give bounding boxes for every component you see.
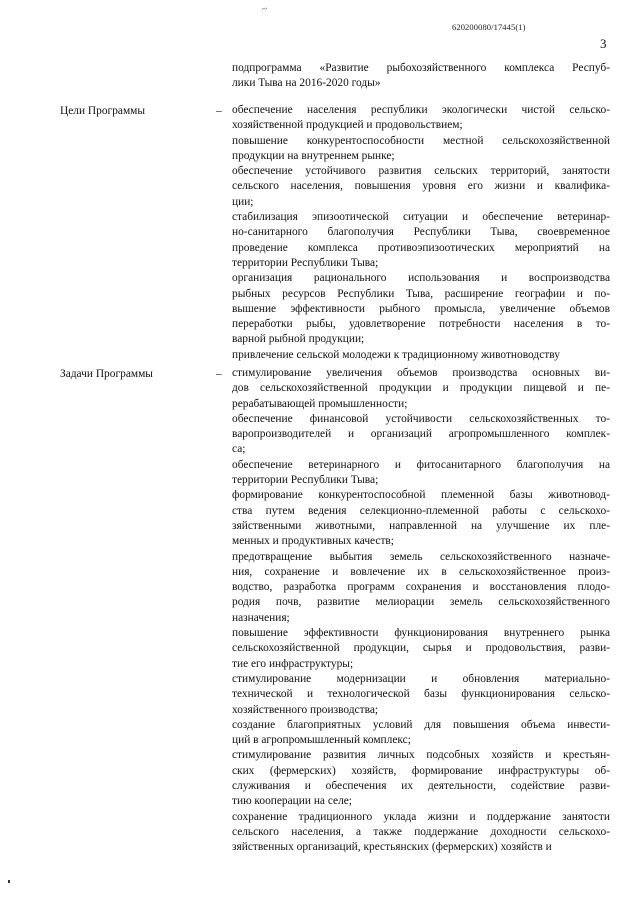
text-line: переработки рыбы, удовлетворение потребности населения в то- [232,318,610,331]
scan-artifact [8,880,10,883]
page-number: 3 [600,36,607,51]
text-line: проведение комплекса противоэпизоотических мероприятий на [232,241,610,254]
text-line: предотвращение выбытия земель сельскохозяйственного назначе- [232,550,610,563]
text-line: ства путем ведения селекционно-племенной работы с сельскохо- [232,504,610,517]
goals-label: Цели Программы [60,105,146,117]
text-line: стимулирование модернизации и обновления материально- [232,672,610,685]
text-line: стимулирование увеличения объемов производства основных ви- [232,367,610,379]
text-line: варопроизводителей и организаций агропромышленного комплек- [232,428,610,441]
text-line: зяйственных организаций, крестьянских (фермерских) хозяйств и [232,841,552,854]
text-line: дов сельскохозяйственной продукции и продукции пищевой и пе- [232,382,610,395]
document-id: 620200080/17445(1) [452,22,526,32]
text-line: лики Тыва на 2016-2020 годы» [232,77,381,90]
text-line: привлечение сельской молодежи к традиционному животноводству [232,348,560,361]
text-line: рерабатывающей промышленности; [232,397,408,410]
text-line: служивания и обеспечения их деятельности, содействие разви- [232,780,610,793]
text-line: продукции на внутреннем рынке; [232,149,395,162]
text-line: технической и технологической базы функционирования сельско- [232,688,610,701]
text-line: сельского населения, повышения уровня его жизни и квалифика- [232,180,610,193]
text-line: стабилизация эпизоотической ситуации и обеспечение ветеринар- [232,211,610,224]
text-line: ния, сохранение и вовлечение их в сельскохозяйственное произ- [232,565,610,578]
text-line: вышение эффективности рыбного промысла, увеличение объемов [232,302,610,315]
text-line: са; [232,443,246,456]
text-line: обеспечение ветеринарного и фитосанитарного благополучия на [232,458,610,471]
text-line: родия почв, развитие мелиорации земель сельскохозяйственного [232,596,610,609]
text-line: стимулирование развития личных подсобных хозяйств и крестьян- [232,749,610,762]
tasks-text [232,366,610,856]
text-line: тие его инфраструктуры; [232,657,354,670]
text-line: сохранение традиционного уклада жизни и поддержание занятости [232,810,610,823]
text-line: ских (фермерских) хозяйств, формирование инфраструктуры об- [232,764,610,777]
text-line: ций в агропромышленный комплекс; [232,734,411,747]
text-line: назначения; [232,611,290,624]
text-line: водство, разработка программ сохранения и восстановления плодо- [232,581,610,594]
tasks-label: Задачи Программы [60,368,153,380]
text-line: хозяйственного производства; [232,703,379,716]
text-line: тию кооперации на селе; [232,795,352,808]
tasks-dash: – [216,368,222,380]
text-line: ции; [232,195,254,208]
text-line: обеспечение населения республики экологически чистой сельско- [232,104,610,116]
text-line: менных и продуктивных качеств; [232,535,394,548]
text-line: территории Республики Тыва; [232,256,379,269]
text-line: сельскохозяйственной продукции, сырья и продовольствия, разви- [232,642,610,655]
text-line: но-санитарного благополучия Республики Тыва, своевременное [232,226,610,239]
text-line: подпрограмма «Развитие рыбохозяйственного комплекса Респуб- [232,62,610,74]
text-line: хозяйственной продукцией и продовольствием; [232,119,463,132]
goals-dash: – [216,105,222,117]
text-line: формирование конкурентоспособной племенной базы животновод- [232,489,610,502]
goals-text [232,103,610,363]
text-line: обеспечение финансовой устойчивости сельскохозяйственных то- [232,412,610,425]
text-line: организация рационального использования и воспроизводства [232,272,610,285]
intro-text [232,61,610,92]
text-line: создание благоприятных условий для повышения объема инвести- [232,718,610,731]
scan-mark: ~ [261,3,269,16]
text-line: рыбных ресурсов Республики Тыва, расширение географии и по- [232,287,610,300]
text-line: повышение конкурентоспособности местной сельскохозяйственной [232,134,610,147]
text-line: сельского населения, а также поддержание доходности сельскохо- [232,825,610,838]
text-line: повышение эффективности функционирования внутреннего рынка [232,627,610,640]
text-line: территории Республики Тыва; [232,474,379,487]
text-line: варной рыбной продукции; [232,333,365,346]
text-line: обеспечение устойчивого развития сельских территорий, занятости [232,165,610,178]
text-line: зяйственными животными, направленной на улучшение их пле- [232,519,610,532]
